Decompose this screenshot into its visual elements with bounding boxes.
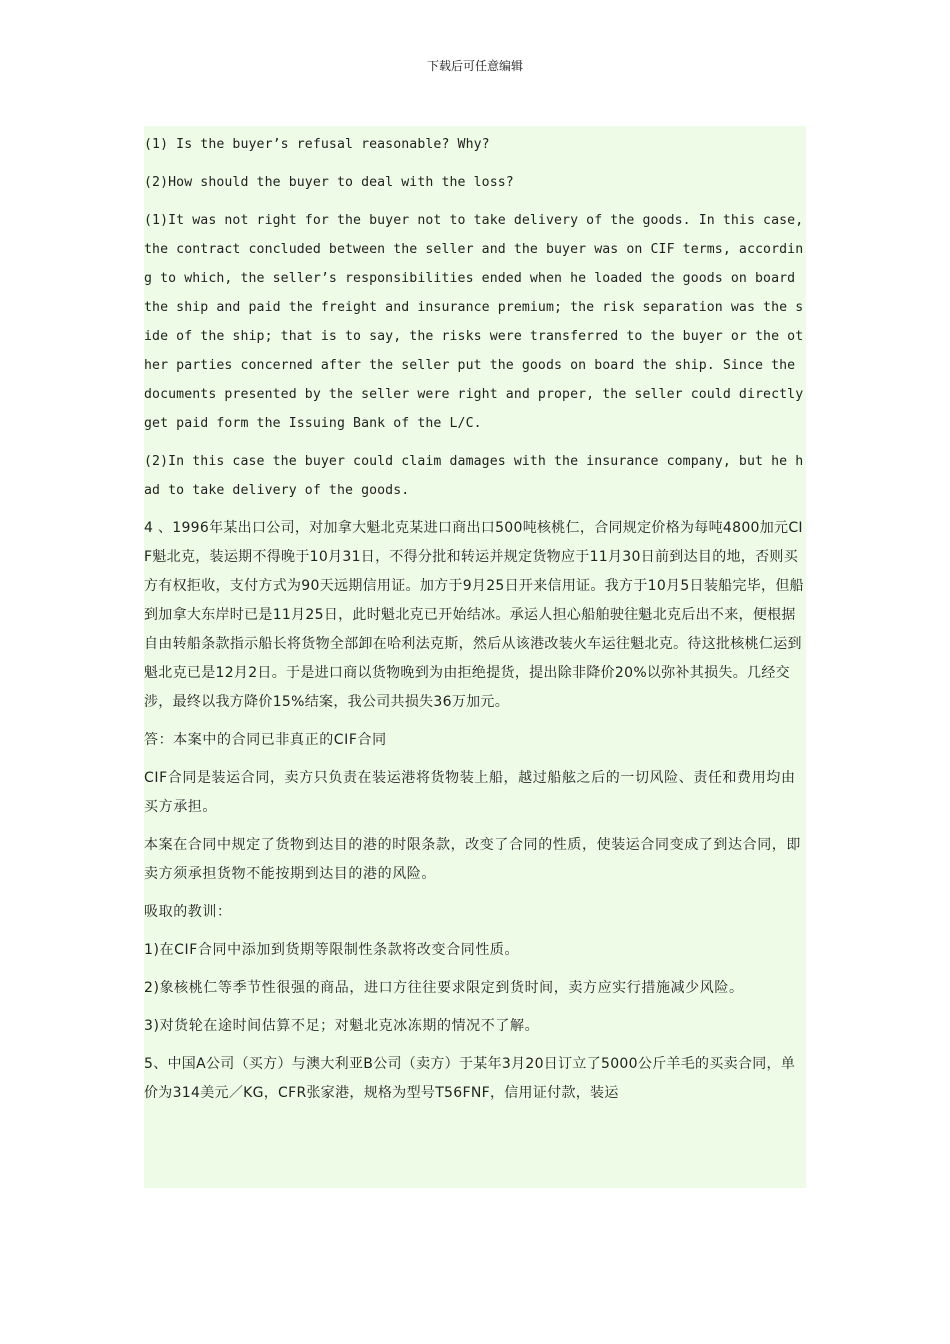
answer-2: (2)In this case the buyer could claim damages with the insurance company, but he had to take delivery of the goods.	[144, 454, 804, 498]
case-4-cif-explanation: CIF合同是装运合同，卖方只负责在装运港将货物装上船，越过船舷之后的一切风险、责任和费用均由买方承担。	[144, 770, 796, 815]
lesson-3: 3)对货轮在途时间估算不足；对魁北克冰冻期的情况不了解。	[144, 1018, 540, 1034]
case-4-analysis: 本案在合同中规定了货物到达目的港的时限条款，改变了合同的性质，使装运合同变成了到达合同，即卖方须承担货物不能按期到达目的港的风险。	[144, 837, 801, 882]
question-1: (1) Is the buyer’s refusal reasonable? Why?	[144, 137, 490, 152]
lessons-heading: 吸取的教训：	[144, 904, 232, 920]
lesson-1: 1)在CIF合同中添加到货期等限制性条款将改变合同性质。	[144, 942, 520, 958]
lesson-2: 2)象核桃仁等季节性很强的商品，进口方往往要求限定到货时间，卖方应实行措施减少风险。	[144, 980, 744, 996]
page-header: 下载后可任意编辑	[426, 59, 523, 73]
question-2: (2)How should the buyer to deal with the loss?	[144, 175, 514, 190]
case-5-description: 5、中国A公司（买方）与澳大利亚B公司（卖方）于某年3月20日订立了5000公斤羊毛的买卖合同，单价为314美元／KG，CFR张家港，规格为型号T56FNF，信用证付款，装运	[144, 1056, 796, 1101]
case-4-description: 4 、1996年某出口公司，对加拿大魁北克某进口商出口500吨核桃仁，合同规定价格为每吨4800加元CIF魁北克，装运期不得晚于10月31日，不得分批和转运并规定货物应于11月30日前到达目的地，否则买方有权拒收，支付方式为90天远期信用证。加方于9月25日开来信用证。我方于10月5日装船完毕，但船到加拿大东岸时已是11月25日，此时魁北克已开始结冰。承运人担心船舶驶往魁北克后出不来，便根据自由转船条款指示船长将货物全部卸在哈利法克斯，然后从该港改装火车运往魁北克。待这批核桃仁运到魁北克已是12月2日。于是进口商以货物晚到为由拒绝提货，提出除非降价20%以弥补其损失。几经交涉，最终以我方降价15%结案，我公司共损失36万加元。	[144, 520, 804, 710]
case-4-answer-heading: 答：本案中的合同已非真正的CIF合同	[144, 732, 387, 748]
document-body	[144, 126, 812, 1188]
answer-1: (1)It was not right for the buyer not to take delivery of the goods. In this case, the contract concluded between the seller and the buyer was on CIF terms, according to which, the seller’s responsibilities ended when he loaded the goods on board the ship and paid the freight and insurance premium; the risk separation was the side of the ship; that is to say, the risks were transferred to the buyer or the other parties concerned after the seller put the goods on board the ship. Since the documents presented by the seller were right and proper, the seller could directly get paid form the Issuing Bank of the L/C.	[144, 213, 812, 431]
